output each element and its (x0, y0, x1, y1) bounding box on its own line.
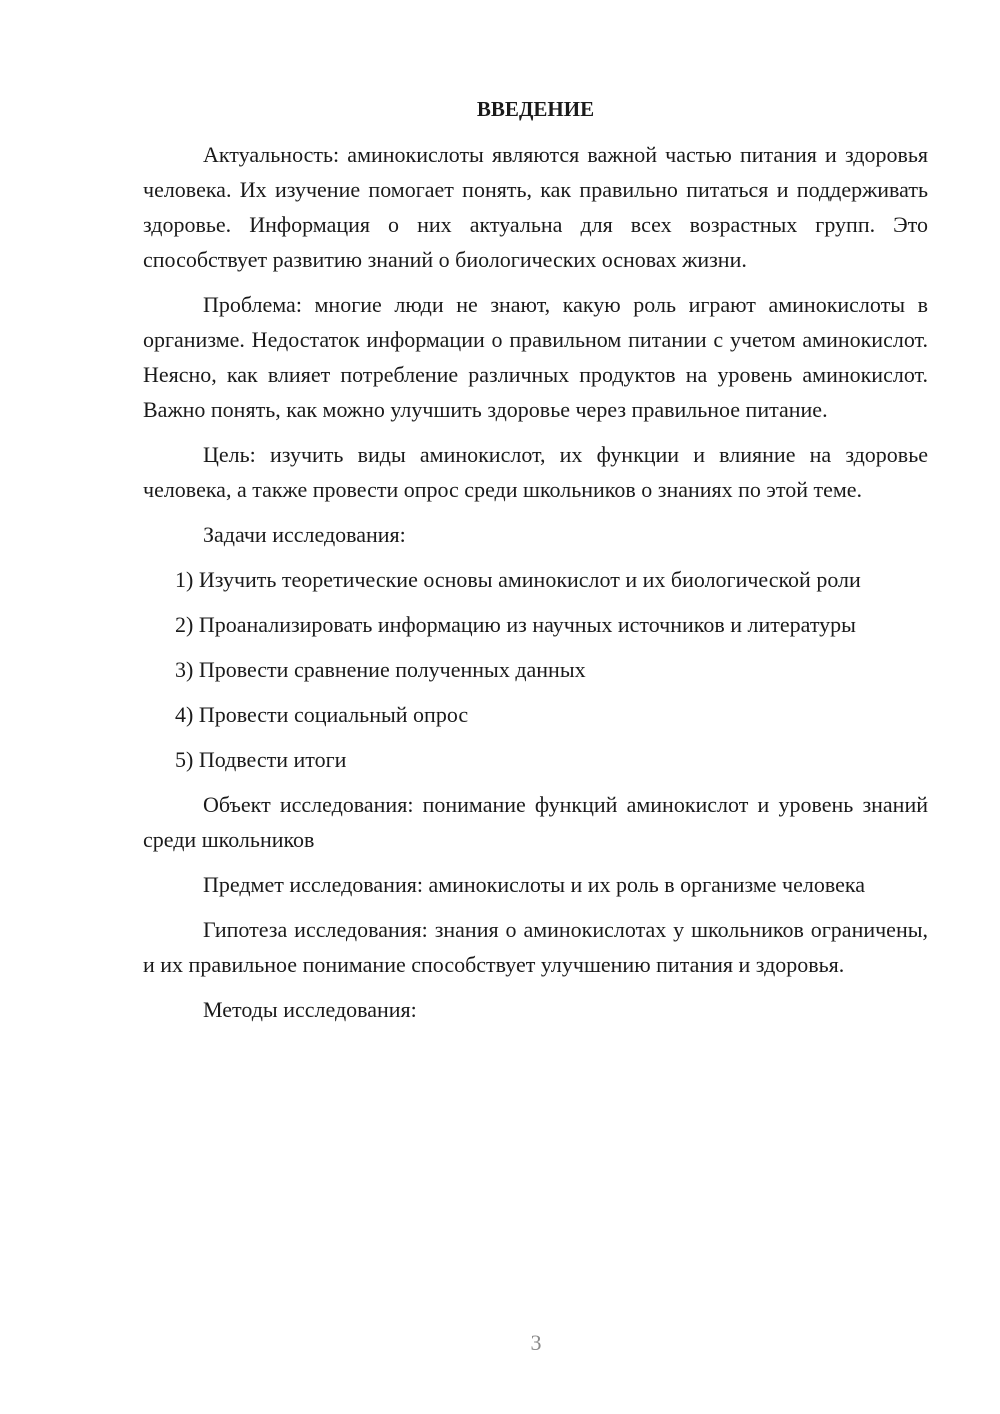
tasks-title: Задачи исследования: (203, 522, 406, 547)
goal-paragraph: Цель: изучить виды аминокислот, их функции и влияние на здоровье человека, а также провести опрос среди школьников о знаниях по этой теме. (143, 442, 928, 502)
task-item-1: 1) Изучить теоретические основы аминокислот и их биологической роли (175, 567, 861, 592)
subject-paragraph: Предмет исследования: аминокислоты и их роль в организме человека (203, 872, 865, 897)
relevance-paragraph: Актуальность: аминокислоты являются важной частью питания и здоровья человека. Их изучение помогает понять, как правильно питаться и поддерживать здоровье. Информация о них актуальна для всех возрастных групп. Это способствует развитию знаний о биологических основах жизни. (143, 142, 928, 272)
problem-paragraph: Проблема: многие люди не знают, какую роль играют аминокислоты в организме. Недостаток информации о правильном питании с учетом аминокислот. Неясно, как влияет потребление различных продуктов на уровень аминокислот. Важно понять, как можно улучшить здоровье через правильное питание. (143, 292, 928, 422)
hypothesis-paragraph: Гипотеза исследования: знания о аминокислотах у школьников ограничены, и их правильное понимание способствует улучшению питания и здоровья. (143, 917, 928, 977)
page-number: 3 (530, 1330, 542, 1355)
task-item-3: 3) Провести сравнение полученных данных (175, 657, 586, 682)
object-paragraph: Объект исследования: понимание функций аминокислот и уровень знаний среди школьников (143, 792, 928, 852)
task-item-5: 5) Подвести итоги (175, 747, 347, 772)
page-content (143, 92, 928, 1037)
task-item-4: 4) Провести социальный опрос (175, 702, 469, 727)
methods-title: Методы исследования: (203, 997, 417, 1022)
section-heading: ВВЕДЕНИЕ (476, 97, 595, 121)
task-item-2: 2) Проанализировать информацию из научных источников и литературы (175, 612, 856, 637)
